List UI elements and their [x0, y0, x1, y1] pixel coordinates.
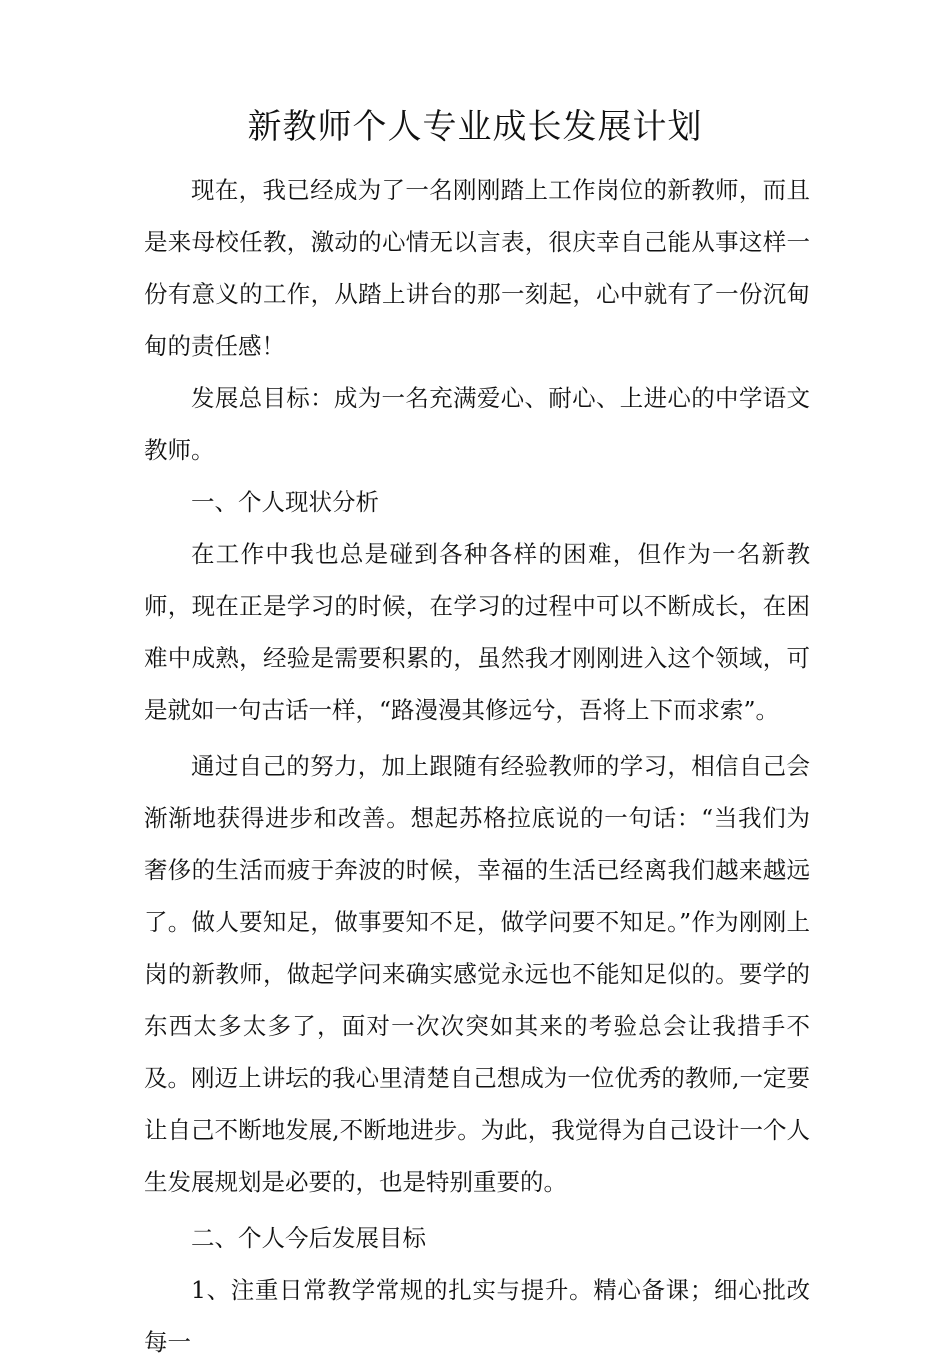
section-heading-current-analysis: 一、个人现状分析 [191, 488, 379, 516]
goal-item-1: 1、注重日常教学常规的扎实与提升。精心备课；细心批改每一 [144, 1276, 810, 1356]
analysis-paragraph-2: 通过自己的努力，加上跟随有经验教师的学习，相信自己会渐渐地获得进步和改善。想起苏格拉底说的一句话：“当我们为奢侈的生活而疲于奔波的时候，幸福的生活已经离我们越来越远了。做人要知足，做事要知不足，做学问要不知足。”作为刚刚上岗的新教师，做起学问来确实感觉永远也不能知足似的。要学的东西太多太多了，面对一次次突如其来的考验总会让我措手不及。刚迈上讲坛的我心里清楚自己想成为一位优秀的教师,一定要让自己不断地发展,不断地进步。为此，我觉得为自己设计一个人生发展规划是必要的，也是特别重要的。 [144, 752, 810, 1196]
overall-goal-paragraph: 发展总目标：成为一名充满爱心、耐心、上进心的中学语文教师。 [144, 384, 810, 464]
document-title: 新教师个人专业成长发展计划 [247, 107, 703, 147]
document-body [144, 164, 810, 1368]
intro-paragraph: 现在，我已经成为了一名刚刚踏上工作岗位的新教师，而且是来母校任教，激动的心情无以言表，很庆幸自己能从事这样一份有意义的工作，从踏上讲台的那一刻起，心中就有了一份沉甸甸的责任感！ [144, 176, 810, 360]
section-heading-future-goals: 二、个人今后发展目标 [191, 1224, 426, 1252]
analysis-paragraph-1: 在工作中我也总是碰到各种各样的困难，但作为一名新教师，现在正是学习的时候，在学习的过程中可以不断成长，在困难中成熟，经验是需要积累的，虽然我才刚刚进入这个领域，可是就如一句古话一样，“路漫漫其修远兮，吾将上下而求索”。 [144, 540, 810, 724]
